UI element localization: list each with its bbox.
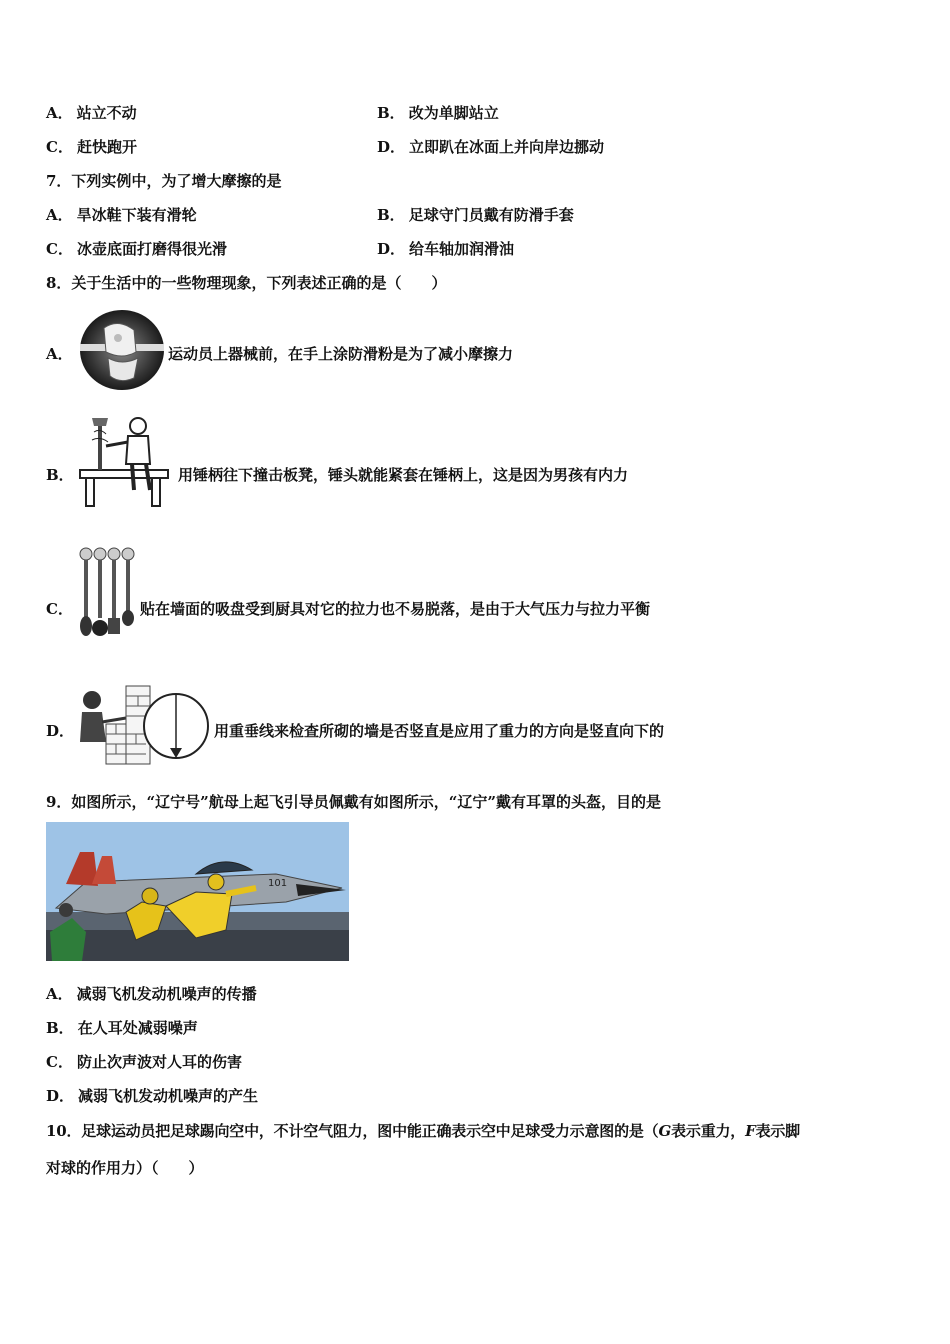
jet-number: 101 xyxy=(268,878,288,889)
q9-option-d: D． 减弱飞机发动机噪声的产生 xyxy=(46,1087,259,1105)
q8-stem: 8．关于生活中的一些物理现象，下列表述正确的是（ ） xyxy=(46,274,447,292)
q7-option-d: D． 给车轴加润滑油 xyxy=(377,240,515,258)
q7-stem: 7．下列实例中，为了增大摩擦的是 xyxy=(46,172,282,190)
symbol-g: G xyxy=(658,1122,672,1140)
q8-option-a-text: 运动员上器械前，在手上涂防滑粉是为了减小摩擦力 xyxy=(168,345,514,363)
q9-option-a: A． 减弱飞机发动机噪声的传播 xyxy=(46,985,257,1003)
q8-option-b-label: B． xyxy=(46,466,74,484)
q6-option-b: B． 改为单脚站立 xyxy=(377,104,499,122)
carrier-jet-photo xyxy=(46,822,349,961)
q6-option-d: D． 立即趴在冰面上并向岸边挪动 xyxy=(377,138,605,156)
q8-option-c-text: 贴在墙面的吸盘受到厨具对它的拉力也不易脱落，是由于大气压力与拉力平衡 xyxy=(140,600,651,618)
plumb-line-wall-image xyxy=(76,684,212,768)
q10-stem-line2: 对球的作用力）（ ） xyxy=(46,1159,204,1177)
q8-option-d-label: D． xyxy=(46,722,75,740)
q6-option-a: A． 站立不动 xyxy=(46,104,137,122)
q9-option-b: B． 在人耳处减弱噪声 xyxy=(46,1019,198,1037)
q8-option-a-label: A． xyxy=(46,345,73,363)
q8-option-b-text: 用锤柄往下撞击板凳，锤头就能紧套在锤柄上，这是因为男孩有内力 xyxy=(178,466,629,484)
symbol-f: F xyxy=(745,1122,756,1140)
q10-stem-line1: 10．足球运动员把足球踢向空中，不计空气阻力，图中能正确表示空中足球受力示意图的是（G表示重力，F表示脚 xyxy=(46,1122,800,1140)
q9-option-c: C． 防止次声波对人耳的伤害 xyxy=(46,1053,242,1071)
q8-option-d-text: 用重垂线来检查所砌的墙是否竖直是应用了重力的方向是竖直向下的 xyxy=(214,722,665,740)
q7-option-b: B． 足球守门员戴有防滑手套 xyxy=(377,206,574,224)
q8-option-c-label: C． xyxy=(46,600,73,618)
q7-option-a: A． 旱冰鞋下装有滑轮 xyxy=(46,206,197,224)
q9-stem: 9．如图所示，“辽宁号”航母上起飞引导员佩戴有如图所示，“辽宁”戴有耳罩的头盔，目的是 xyxy=(46,793,661,811)
q6-option-c: C． 赶快跑开 xyxy=(46,138,137,156)
suction-cup-utensils-image xyxy=(76,546,138,642)
gymnast-hands-image xyxy=(78,308,166,392)
boy-hammer-bench-image xyxy=(76,412,176,510)
q7-option-c: C． 冰壶底面打磨得很光滑 xyxy=(46,240,227,258)
